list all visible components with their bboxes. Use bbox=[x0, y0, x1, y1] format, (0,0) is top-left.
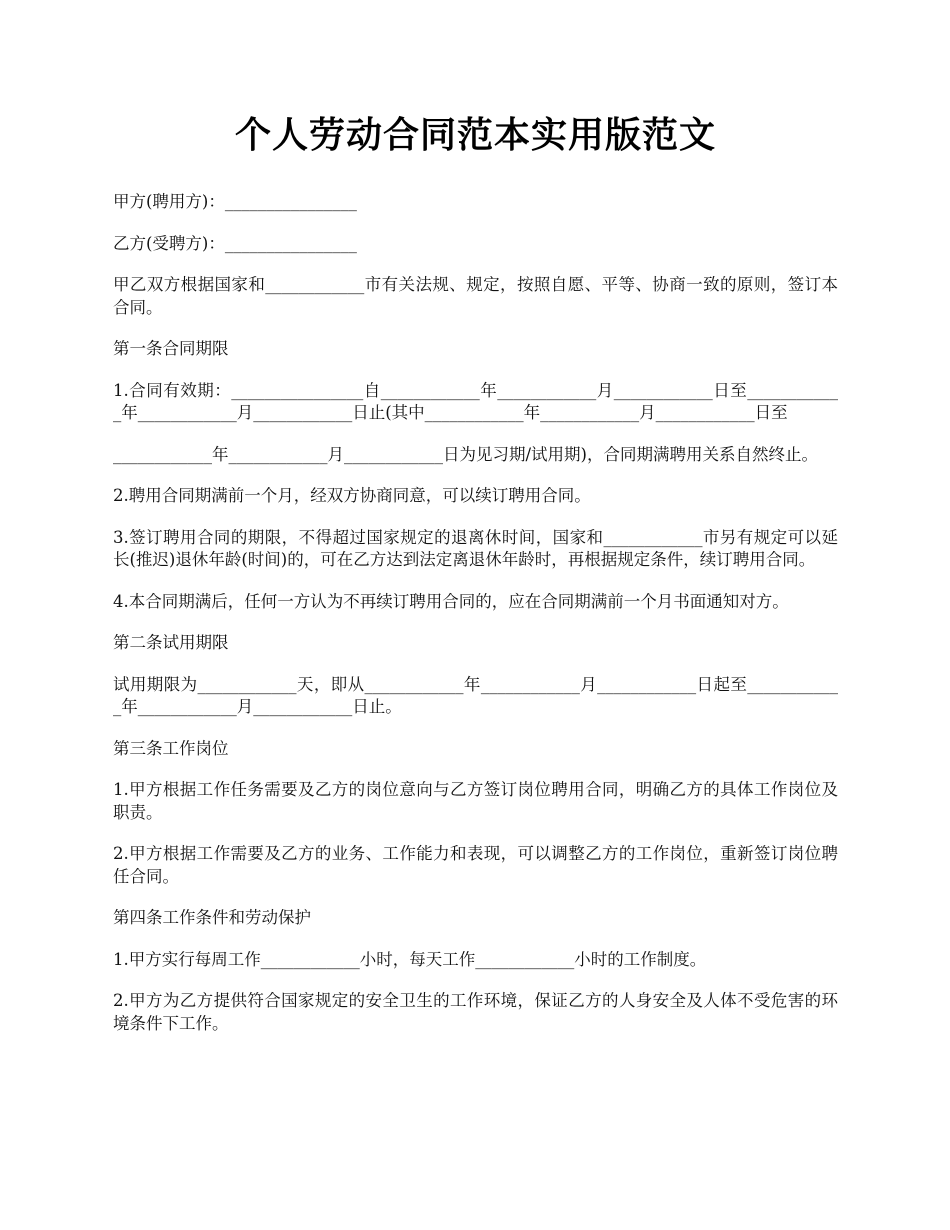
clause-work-environment: 2.甲方为乙方提供符合国家规定的安全卫生的工作环境，保证乙方的人身安全及人体不受危害的环境条件下工作。 bbox=[113, 991, 838, 1033]
clause-working-hours: 1.甲方实行每周工作____________小时，每天工作____________小时的工作制度。 bbox=[113, 949, 707, 969]
section-heading-probation: 第二条试用期限 bbox=[113, 633, 229, 652]
document-title: 个人劳动合同范本实用版范文 bbox=[234, 115, 716, 156]
section-heading-conditions: 第四条工作条件和劳动保护 bbox=[113, 908, 311, 927]
party-b-line: 乙方(受聘方)：________________ bbox=[113, 233, 357, 253]
clause-position-adjustment: 2.甲方根据工作需要及乙方的业务、工作能力和表现，可以调整乙方的工作岗位，重新签订岗位聘任合同。 bbox=[113, 844, 838, 886]
clause-probation-period: 试用期限为____________天，即从____________年____________月____________日起至____________年____________月____________日止。 bbox=[113, 674, 838, 716]
clause-term-probation-dates: ____________年____________月____________日为见习期/试用期)，合同期满聘用关系自然终止。 bbox=[113, 444, 818, 464]
party-a-line: 甲方(聘用方)：________________ bbox=[113, 192, 357, 211]
document-page bbox=[113, 108, 838, 1054]
preamble-paragraph: 甲乙双方根据国家和____________市有关法规、规定，按照自愿、平等、协商一致的原则，签订本合同。 bbox=[113, 275, 838, 317]
clause-position-assignment: 1.甲方根据工作任务需要及乙方的岗位意向与乙方签订岗位聘用合同，明确乙方的具体工作岗位及职责。 bbox=[113, 780, 838, 822]
clause-term-notice: 4.本合同期满后，任何一方认为不再续订聘用合同的，应在合同期满前一个月书面通知对方。 bbox=[113, 591, 789, 611]
clause-term-validity: 1.合同有效期：________________自____________年____________月____________日至____________年____________月____________日止(其中____________年____________月____________日至 bbox=[113, 380, 838, 422]
clause-term-retirement: 3.签订聘用合同的期限，不得超过国家规定的退离休时间，国家和____________市另有规定可以延长(推迟)退休年龄(时间)的，可在乙方达到法定离退休年龄时，再根据规定条件，续订聘用合同。 bbox=[113, 527, 838, 569]
section-heading-position: 第三条工作岗位 bbox=[113, 738, 229, 758]
clause-term-renewal: 2.聘用合同期满前一个月，经双方协商同意，可以续订聘用合同。 bbox=[113, 486, 591, 505]
section-heading-term: 第一条合同期限 bbox=[113, 339, 229, 358]
